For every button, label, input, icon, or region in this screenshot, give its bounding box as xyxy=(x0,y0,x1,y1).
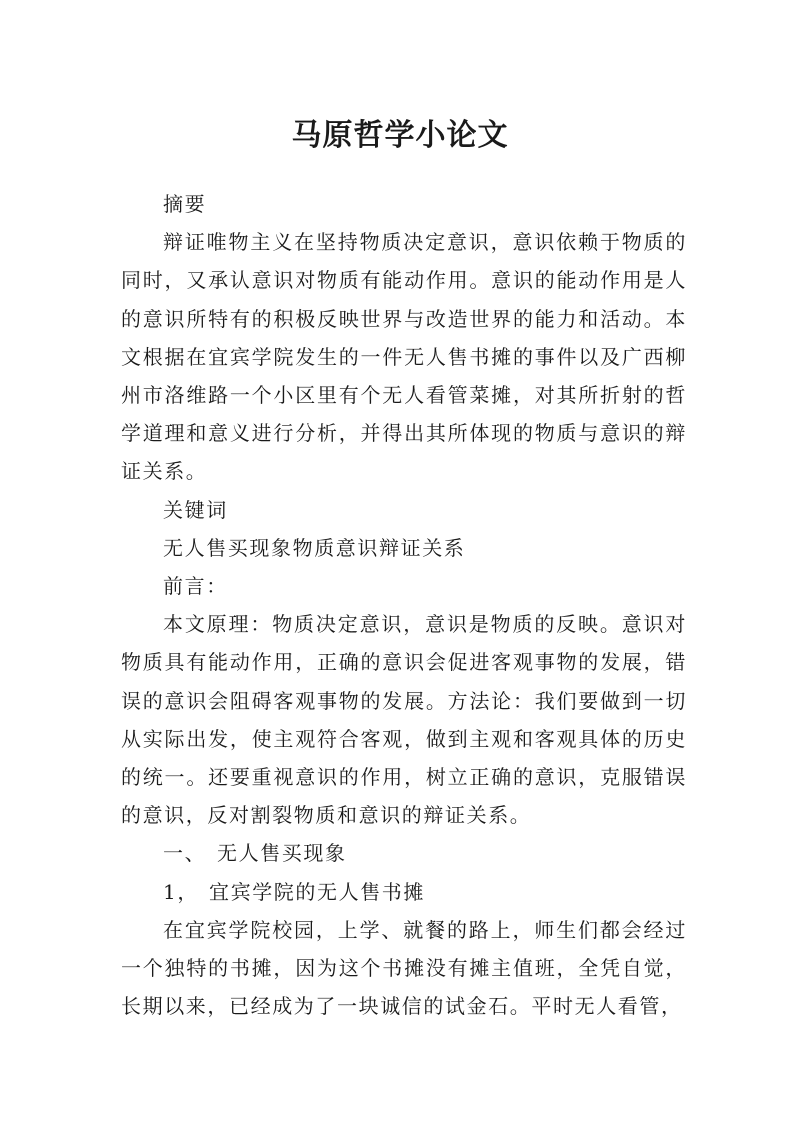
section-number: 一、 xyxy=(163,841,207,866)
subsection-heading xyxy=(121,873,687,911)
document-title: 马原哲学小论文 xyxy=(291,118,509,154)
subsection-title: 宜宾学院的无人售书摊 xyxy=(209,879,425,904)
keywords-text: 无人售买现象物质意识辩证关系 xyxy=(163,535,466,560)
preface-heading: 前言： xyxy=(163,574,228,599)
section-heading xyxy=(121,834,687,872)
subsection-number: 1， xyxy=(163,879,199,904)
document-body xyxy=(121,185,687,1025)
section-title: 无人售买现象 xyxy=(217,841,347,866)
subsection-paragraph: 在宜宾学院校园，上学、就餐的路上，师生们都会经过一个独特的书摊，因为这个书摊没有摊主值班，全凭自觉，长期以来，已经成为了一块诚信的试金石。平时无人看管， xyxy=(121,917,687,1019)
preface-paragraph: 本文原理：物质决定意识，意识是物质的反映。意识对物质具有能动作用，正确的意识会促进客观事物的发展，错误的意识会阻碍客观事物的发展。方法论：我们要做到一切从实际出发，使主观符合客观，做到主观和客观具体的历史的统一。还要重视意识的作用，树立正确的意识，克服错误的意识，反对割裂物质和意识的辩证关系。 xyxy=(121,612,687,828)
abstract-heading: 摘要 xyxy=(163,192,207,216)
abstract-paragraph: 辩证唯物主义在坚持物质决定意识，意识依赖于物质的同时，又承认意识对物质有能动作用。意识的能动作用是人的意识所特有的积极反映世界与改造世界的能力和活动。本文根据在宜宾学院发生的一件无人售书摊的事件以及广西柳州市洛维路一个小区里有个无人看管菜摊，对其所折射的哲学道理和意义进行分析，并得出其所体现的物质与意识的辩证关系。 xyxy=(121,230,687,484)
keywords-heading: 关键词 xyxy=(163,497,228,522)
